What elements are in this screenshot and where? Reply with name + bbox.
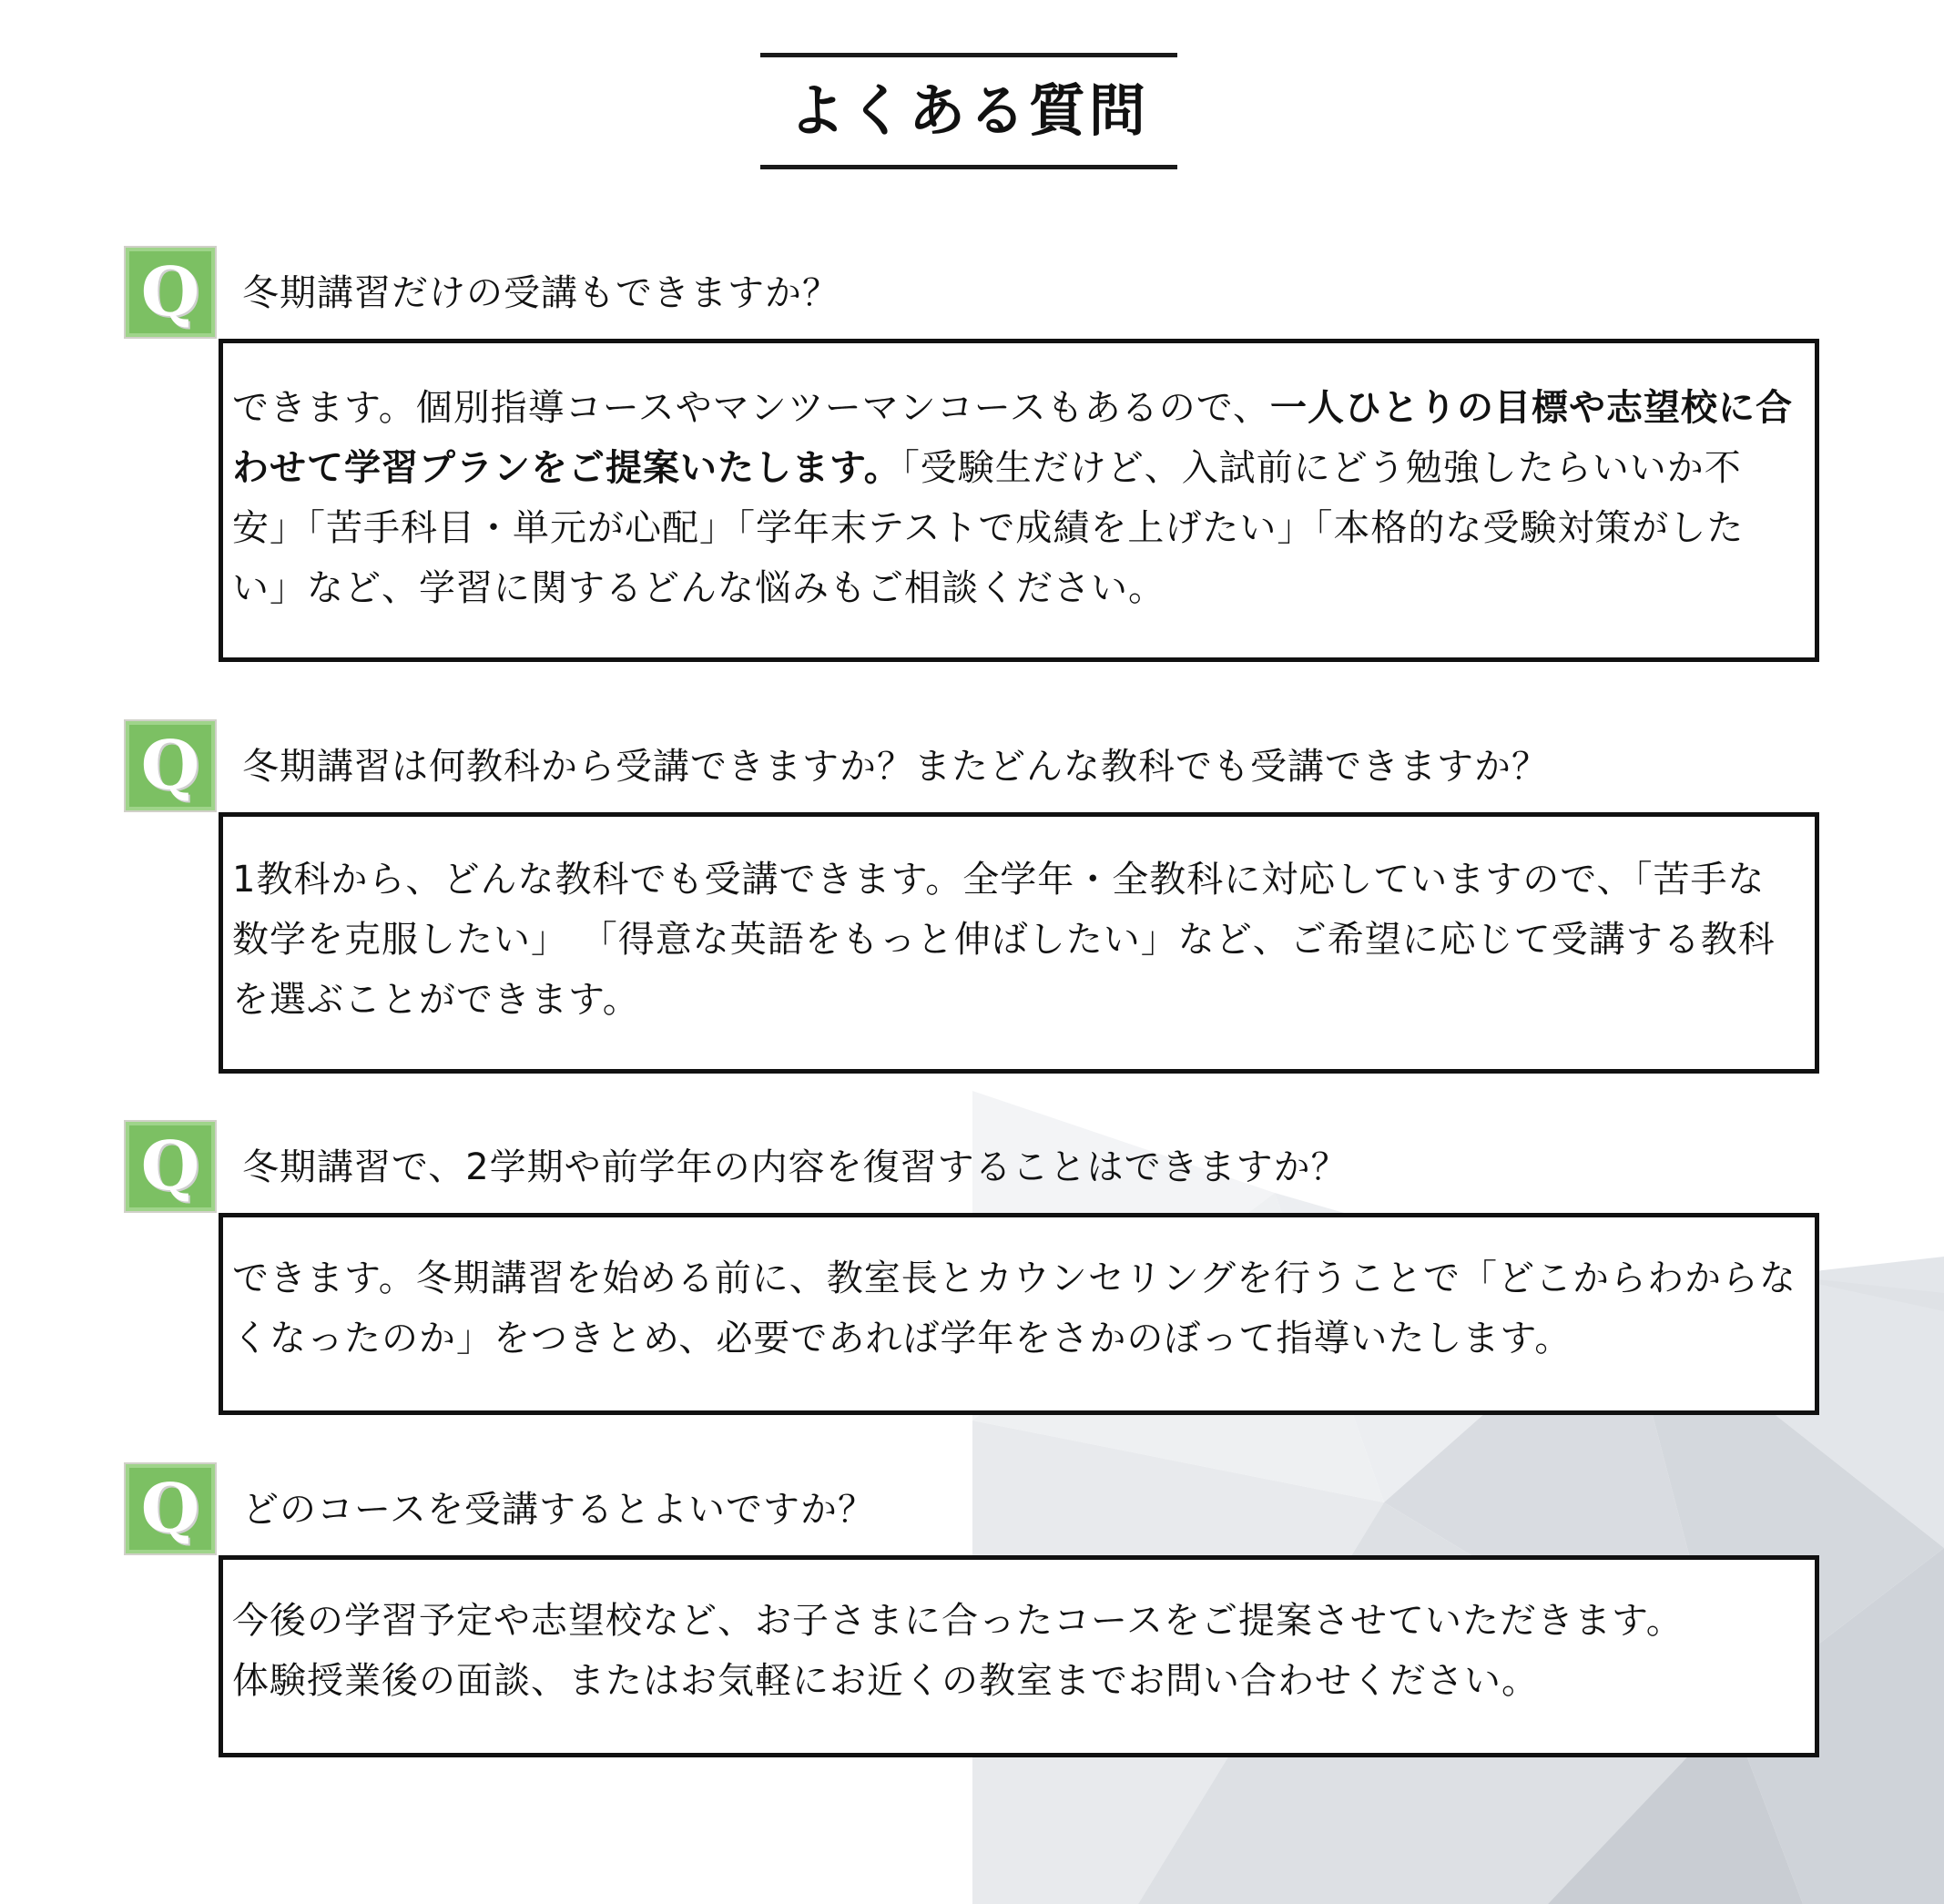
faq-item-4 (126, 1464, 1819, 1757)
q-badge-icon: Q (126, 1464, 215, 1553)
faq-item-1 (126, 248, 1819, 662)
answer-box (219, 812, 1819, 1074)
answer-text-line-2: 体験授業後の面談、またはお気軽にお近くの教室までお問い合わせください。 (232, 1660, 1539, 1702)
question-row (126, 1122, 1819, 1213)
answer-box (219, 1555, 1819, 1757)
page-title: よくある質問 (788, 77, 1149, 144)
answer-text: できます。個別指導コースやマンツーマンコースもあるので、 (232, 387, 1270, 429)
answer-text-line-1: 今後の学習予定や志望校など、お子さまに合ったコースをご提案させていただきます。 (232, 1600, 1684, 1642)
faq-item-3 (126, 1122, 1819, 1415)
answer-box (219, 339, 1819, 662)
question-text: 冬期講習だけの受講もできますか？ (242, 272, 840, 314)
question-text: 冬期講習は何教科から受講できますか？またどんな教科でも受講できますか？ (242, 746, 1549, 788)
page-title-frame (760, 53, 1177, 169)
answer-box (219, 1213, 1819, 1415)
question-text: 冬期講習で、2学期や前学年の内容を復習することはできますか？ (242, 1146, 1349, 1188)
answer-text-bold: 一人ひとりの目標や志望校に合わせて学習プランをご提案いたします。 (232, 387, 1793, 489)
question-text: どのコースを受講するとよいですか？ (242, 1489, 875, 1531)
answer-text: 1教科から、どんな教科でも受講できます。全学年・全教科に対応していますので、「苦手な数学を克服したい」 「得意な英語をもっと伸ばしたい」など、ご希望に応じて受講する教科を選ぶことができます。 (232, 859, 1776, 1021)
q-badge-icon: Q (126, 248, 215, 337)
q-badge-icon: Q (126, 721, 215, 810)
faq-item-2 (126, 721, 1819, 1074)
q-badge-icon: Q (126, 1122, 215, 1211)
question-row (126, 721, 1819, 812)
answer-text: 「受験生だけど、入試前にどう勉強したらいいか不安」「苦手科目・単元が心配」「学年末テストで成績を上げたい」「本格的な受験対策がしたい」など、学習に関するどんな悩みもご相談ください。 (232, 447, 1745, 609)
answer-text: できます。冬期講習を始める前に、教室長とカウンセリングを行うことで「どこからわからなくなったのか」をつきとめ、必要であれば学年をさかのぼって指導いたします。 (232, 1257, 1796, 1359)
question-row (126, 1464, 1819, 1555)
question-row (126, 248, 1819, 339)
